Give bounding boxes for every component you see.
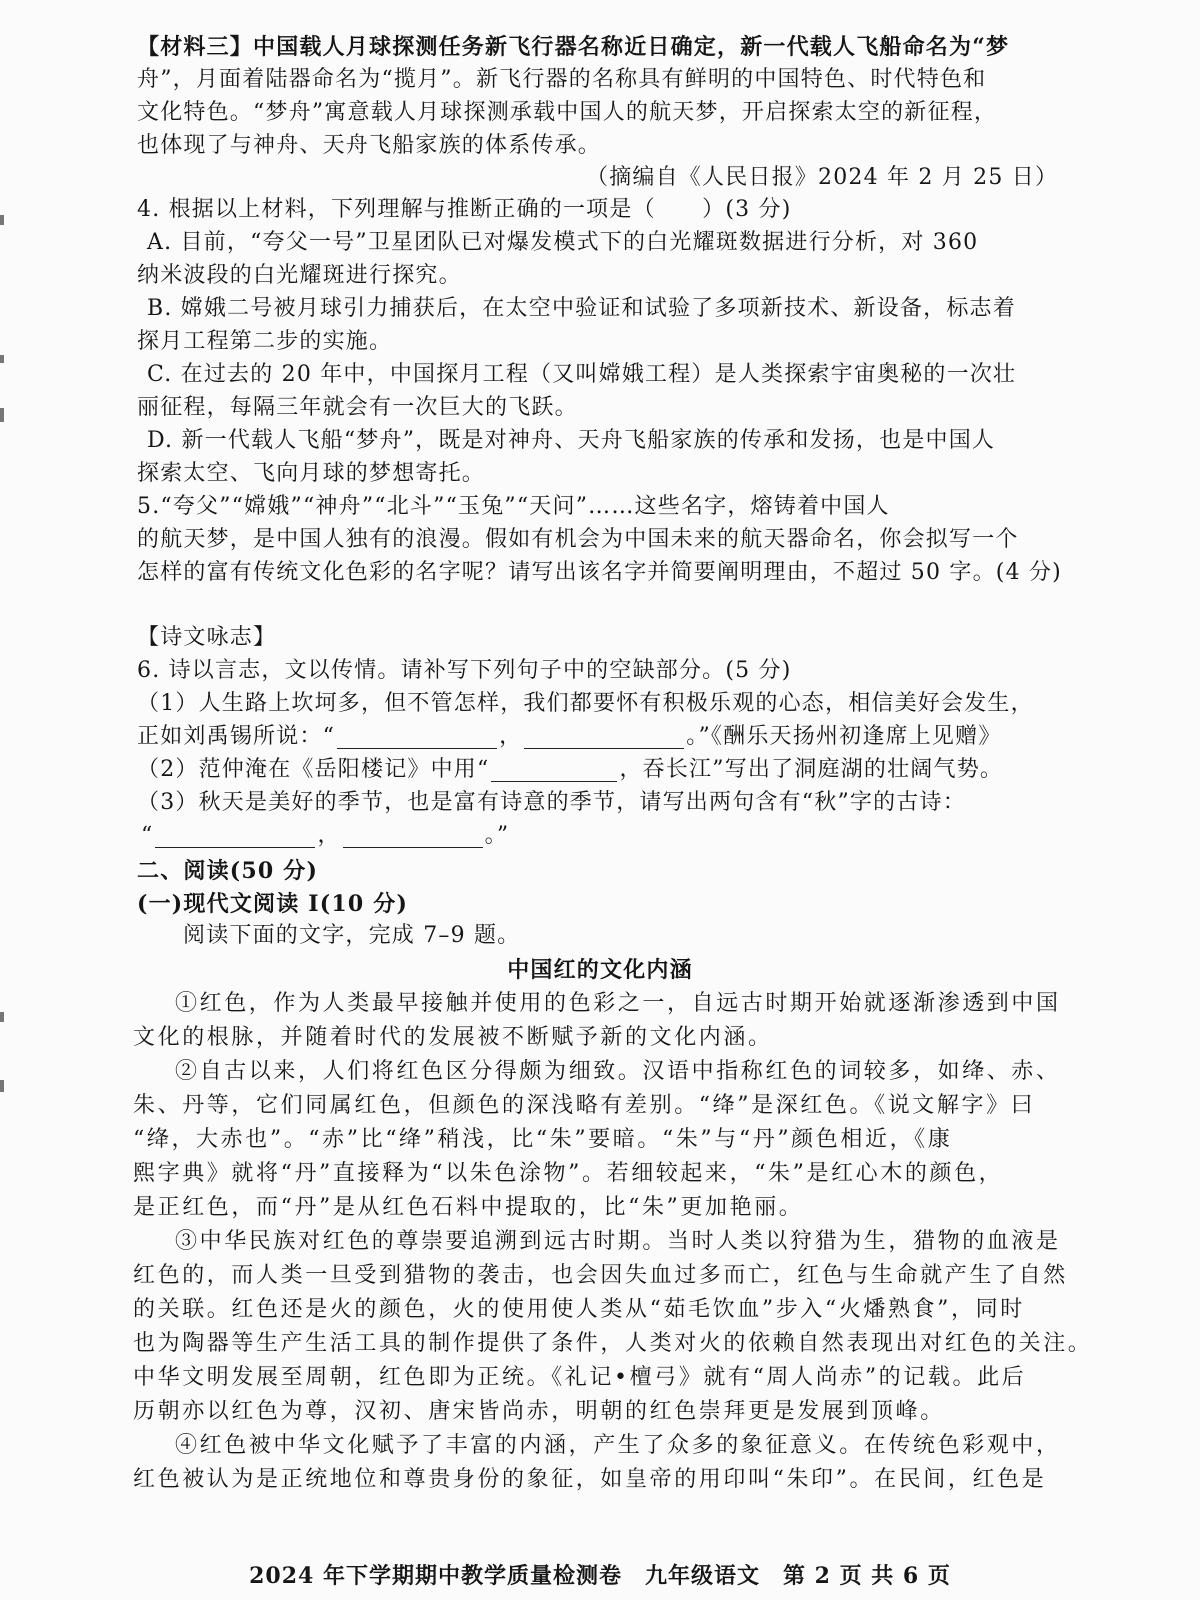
question-5-line-3: 怎样的富有传统文化色彩的名字呢？请写出该名字并简要阐明理由，不超过 50 字。(4 分) (137, 560, 1062, 585)
paragraph-3-line-5: 中华文明发展至周朝，红色即为正统。《礼记•檀弓》就有“周人尚赤”的记载。此后 (133, 1365, 1027, 1390)
question-6-2-prefix: （2）范仲淹在《岳阳楼记》中用“ (137, 757, 490, 782)
scan-mark (0, 215, 4, 225)
option-d-line-2: 探索太空、飞向月球的梦想寄托。 (137, 461, 486, 486)
question-6-3-line-2 (141, 821, 509, 851)
question-6-3-open: “ (141, 823, 154, 848)
answer-blank-6-1-a[interactable] (337, 726, 497, 749)
question-6-1-line-2 (137, 722, 1002, 752)
article-title: 中国红的文化内涵 (507, 957, 693, 983)
question-6-3-line-1: （3）秋天是美好的季节，也是富有诗意的季节，请写出两句含有“秋”字的古诗： (137, 790, 966, 815)
question-6-2-suffix: ，吞长江”写出了洞庭湖的壮阔气势。 (619, 757, 1004, 782)
option-a-line-2: 纳米波段的白光耀斑进行探究。 (137, 263, 462, 288)
paragraph-4-line-1: ④红色被中华文化赋予了丰富的内涵，产生了众多的象征意义。在传统色彩观中， (175, 1433, 1061, 1458)
question-6-1-mid: ， (499, 724, 523, 749)
paragraph-3-line-3: 的关联。红色还是火的颜色，火的使用使人类从“茹毛饮血”步入“火燔熟食”，同时 (133, 1297, 1025, 1322)
paragraph-2-line-2: 朱、丹等，它们同属红色，但颜色的深浅略有差别。“绛”是深红色。《说文解字》曰 (133, 1093, 1036, 1118)
scan-mark (0, 408, 4, 422)
question-6-1-prefix: 正如刘禹锡所说：“ (137, 724, 336, 749)
answer-blank-6-3-a[interactable] (155, 825, 315, 848)
question-6-stem: 6. 诗以言志，文以传情。请补写下列句子中的空缺部分。(5 分) (137, 658, 792, 683)
answer-blank-6-2[interactable] (491, 759, 617, 782)
poetry-section-header: 【诗文咏志】 (137, 625, 277, 650)
material-three-line-2: 舟”，月面着陆器命名为“揽月”。新飞行器的名称具有鲜明的中国特色、时代特色和 (137, 67, 987, 92)
question-6-3-close: 。” (484, 823, 510, 848)
option-c-line-1: C. 在过去的 20 年中，中国探月工程（又叫嫦娥工程）是人类探索宇宙奥秘的一次壮 (147, 362, 1017, 387)
paragraph-2-line-1: ②自古以来，人们将红色区分得颇为细致。汉语中指称红色的词较多，如绛、赤、 (175, 1059, 1061, 1084)
option-b-line-2: 探月工程第二步的实施。 (137, 329, 393, 354)
material-three-line-4: 也体现了与神舟、天舟飞船家族的体系传承。 (137, 133, 602, 158)
question-5-line-2: 的航天梦，是中国人独有的浪漫。假如有机会为中国未来的航天器命名，你会拟写一个 (137, 527, 1019, 552)
reading-instruction: 阅读下面的文字，完成 7–9 题。 (183, 923, 521, 948)
paragraph-2-line-4: 熙字典》就将“丹”直接释为“以朱色涂物”。若细较起来，“朱”是红心木的颜色， (133, 1161, 1004, 1186)
question-6-2-line (137, 755, 1003, 785)
material-three-line-3: 文化特色。“梦舟”寓意载人月球探测承载中国人的航天梦，开启探索太空的新征程， (137, 100, 998, 125)
answer-blank-6-3-b[interactable] (343, 825, 483, 848)
reading-subsection-title: (一)现代文阅读 Ⅰ(10 分) (137, 891, 409, 917)
question-6-3-mid: ， (317, 823, 341, 848)
scan-mark (0, 355, 4, 363)
scan-mark (0, 1080, 4, 1092)
question-5-line-1: 5.“夸父”“嫦娥”“神舟”“北斗”“玉兔”“天问”……这些名字，熔铸着中国人 (137, 494, 890, 519)
paragraph-3-line-1: ③中华民族对红色的尊崇要追溯到远古时期。当时人类以狩猎为生，猎物的血液是 (175, 1229, 1061, 1254)
option-a-line-1: A. 目前，“夸父一号”卫星团队已对爆发模式下的白光耀斑数据进行分析，对 360 (147, 230, 979, 255)
answer-blank-6-1-b[interactable] (524, 726, 684, 749)
paragraph-3-line-6: 历朝亦以红色为尊，汉初、唐宋皆尚赤，明朝的红色崇拜更是发展到顶峰。 (133, 1399, 945, 1424)
reading-section-title: 二、阅读(50 分) (137, 858, 319, 884)
paragraph-1-line-2: 文化的根脉，并随着时代的发展被不断赋予新的文化内涵。 (133, 1025, 773, 1050)
scan-mark (0, 1012, 4, 1022)
paragraph-2-line-5: 是正红色，而“丹”是从红色石料中提取的，比“朱”更加艳丽。 (133, 1195, 804, 1220)
question-4-stem: 4. 根据以上材料，下列理解与推断正确的一项是（ ）(3 分) (137, 197, 792, 222)
question-6-1-line-1: （1）人生路上坎坷多，但不管怎样，我们都要怀有积极乐观的心态，相信美好会发生， (137, 691, 1034, 716)
option-b-line-1: B. 嫦娥二号被月球引力捕获后，在太空中验证和试验了多项新技术、新设备，标志着 (147, 296, 1016, 321)
option-d-line-1: D. 新一代载人飞船“梦舟”，既是对神舟、天舟飞船家族的传承和发扬，也是中国人 (147, 428, 996, 453)
paragraph-4-line-2: 红色被认为是正统地位和尊贵身份的象征，如皇帝的用印叫“朱印”。在民间，红色是 (133, 1467, 1047, 1492)
material-three-source: （摘编自《人民日报》2024 年 2 月 25 日） (586, 165, 1059, 190)
paragraph-1-line-1: ①红色，作为人类最早接触并使用的色彩之一，自远古时期开始就逐渐渗透到中国 (175, 991, 1061, 1016)
question-6-1-suffix: 。”《酬乐天扬州初逢席上见赠》 (686, 724, 1002, 749)
paragraph-2-line-3: “绛，大赤也”。“赤”比“绛”稍浅，比“朱”要暗。“朱”与“丹”颜色相近，《康 (133, 1127, 953, 1152)
material-three-line-1: 【材料三】中国载人月球探测任务新飞行器名称近日确定，新一代载人飞船命名为“梦 (137, 34, 1010, 60)
paragraph-3-line-4: 也为陶器等生产生活工具的制作提供了条件，人类对火的依赖自然表现出对红色的关注。 (133, 1331, 1093, 1356)
option-c-line-2: 丽征程，每隔三年就会有一次巨大的飞跃。 (137, 395, 578, 420)
page-footer: 2024 年下学期期中教学质量检测卷 九年级语文 第 2 页 共 6 页 (249, 1563, 951, 1589)
paragraph-3-line-2: 红色的，而人类一旦受到猎物的袭击，也会因失血过多而亡，红色与生命就产生了自然 (133, 1263, 1068, 1288)
